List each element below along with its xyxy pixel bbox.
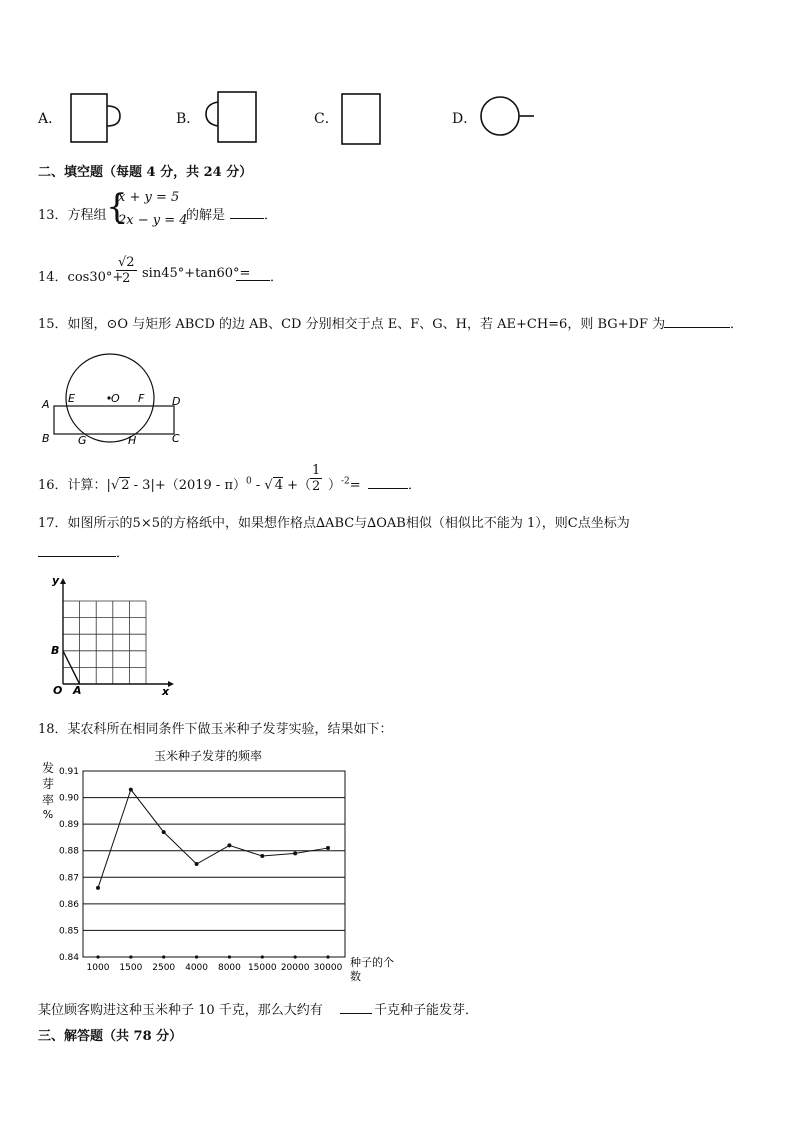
x-tick-label: 4000 [185,963,209,973]
y-axis-label-char-3: 率 [41,793,55,807]
option-a-figure [64,90,126,146]
label-h: H [128,434,137,447]
y-tick-label: 0.89 [58,820,79,831]
q13-eq2: 2x − y = 4 [118,213,188,228]
q14-denominator: 2 [122,271,131,286]
q14-suffix: sin45°+tan60°= [142,266,251,281]
q13-eq1: x + y = 5 [118,190,180,205]
y-axis-label-char-1: 发 [41,761,55,775]
option-c-figure [338,90,384,148]
y-axis-label-char-2: 芽 [41,777,55,791]
label-x: x [162,685,170,697]
q16-prefix: 16．计算：| [38,478,111,493]
y-axis-arrow [60,578,66,584]
chart-gridlines [83,771,345,957]
x-axis-label-line-2: 数 [350,970,361,983]
label-b: B [42,432,50,445]
section-3-title: 三、解答题（共 78 分） [38,1029,183,1044]
option-a-label: A． [38,111,63,127]
q16-sqrt2: 2 [121,478,130,493]
baseline-marker [96,955,99,958]
option-b-figure [200,88,262,146]
q15-end: ． [730,317,744,332]
option-d-label: D． [452,111,478,127]
y-tick-labels [59,767,79,963]
q16-numerator: 1 [312,463,321,478]
baseline-marker [162,955,165,958]
x-tick-label: 2500 [152,963,176,973]
y-tick-label: 0.91 [58,767,79,777]
option-d-figure [476,93,538,139]
series-points [96,788,330,890]
label-point-b: B [51,644,60,657]
q16-part6: = [349,478,361,493]
option-b-label: B． [176,111,201,127]
x-axis-label-line-1: 种子的个 [350,956,394,969]
q16-sqrt4: 4 [274,478,283,493]
baseline-marker [129,955,132,958]
data-point [227,843,231,847]
q17-grid-figure [48,572,178,697]
baseline-marker [195,955,198,958]
q18-follow2: 千克种子能发芽． [374,1003,479,1018]
x-tick-label: 20000 [280,963,310,973]
q16-part4: +（ [283,478,312,493]
q16-answer-blank[interactable] [368,474,408,489]
data-point [162,830,166,834]
q16-exp0: 0 [246,476,252,487]
y-tick-label: 0.90 [58,793,79,804]
q15-figure [38,345,198,450]
series-line [98,790,328,888]
y-tick-label: 0.86 [58,899,79,910]
q17-answer-blank[interactable] [38,542,116,557]
label-d: D [172,395,181,408]
data-point [293,851,297,855]
q16-part3: - [251,478,265,493]
label-o: O [111,392,120,405]
y-axis-label [42,760,54,821]
q17-end: ． [116,546,130,561]
q14-fraction [116,255,137,286]
baseline-marker [261,955,264,958]
chart-title: 玉米种子发芽的频率 [153,749,263,763]
x-tick-label: 1500 [119,963,143,973]
data-point [129,788,133,792]
x-tick-label: 15000 [247,963,277,973]
q18-text: 18．某农科所在相同条件下做玉米种子发芽实验，结果如下： [38,722,393,737]
q14-answer-blank[interactable] [236,266,270,281]
germination-chart [36,740,406,990]
label-a: A [42,398,50,411]
data-point [260,854,264,858]
label-point-a: A [73,684,82,697]
label-f: F [138,392,145,405]
label-c: C [172,432,180,445]
q15-text: 15．如图，⊙O 与矩形 ABCD 的边 AB、CD 分别相交于点 E、F、G、H，若 AE+CH=6，则 BG+DF 为 [38,317,666,332]
q13-prefix: 13．方程组 [38,208,107,223]
y-tick-label: 0.84 [58,953,79,963]
data-point [195,862,199,866]
y-tick-label: 0.85 [58,926,79,937]
label-origin: O [53,684,63,697]
x-tick-label: 8000 [217,963,241,973]
data-point [326,846,330,850]
q16-part2: - 3|+（2019 - π） [129,478,247,493]
x-tick-label: 1000 [86,963,110,973]
data-point [96,886,100,890]
label-y: y [52,574,60,587]
plot-frame [83,771,345,957]
q13-brace: { [106,187,128,227]
y-tick-label: 0.87 [58,873,79,884]
q16-tail [328,474,361,493]
q15-answer-blank[interactable] [664,313,730,328]
baseline-marker [294,955,297,958]
x-tick-label: 30000 [313,963,343,973]
y-tick-label: 0.88 [58,846,79,857]
q13-end: ． [264,208,278,223]
q14-end: ． [270,270,284,285]
baseline-marker [228,955,231,958]
label-e: E [68,392,75,405]
q16-part5: ） [328,478,342,493]
grid-lines [63,601,146,684]
x-tick-labels [87,963,343,973]
q14-numerator: √2 [118,255,135,270]
section-2-title: 二、填空题（每题 4 分，共 24 分） [38,165,253,180]
q13-answer-blank[interactable] [230,204,264,219]
y-axis-label-char-4: % [42,808,54,821]
q16-line: 16．计算：|√ 2 - 3|+（2019 - π）$^0$ - √ 4 +（ [38,476,312,493]
option-c-label: C． [314,111,339,127]
q16-exp2: -2 [341,476,350,487]
q14-prefix: 14．cos30°+ [38,270,124,285]
q18-follow: 某位顾客购进这种玉米种子 10 千克，那么大约有 [38,1003,323,1018]
baseline-marker [326,955,329,958]
q16-fraction [310,463,322,494]
q18-answer-blank[interactable] [340,999,372,1014]
label-g: G [78,434,87,447]
q16-end: ． [408,478,422,493]
q16-denominator: 2 [312,479,321,494]
q17-text: 17．如图所示的5×5的方格纸中，如果想作格点∆ABC与∆OAB相似（相似比不能为 1），则C点坐标为 [38,516,630,531]
q13-suffix: 的解是 [186,208,226,223]
